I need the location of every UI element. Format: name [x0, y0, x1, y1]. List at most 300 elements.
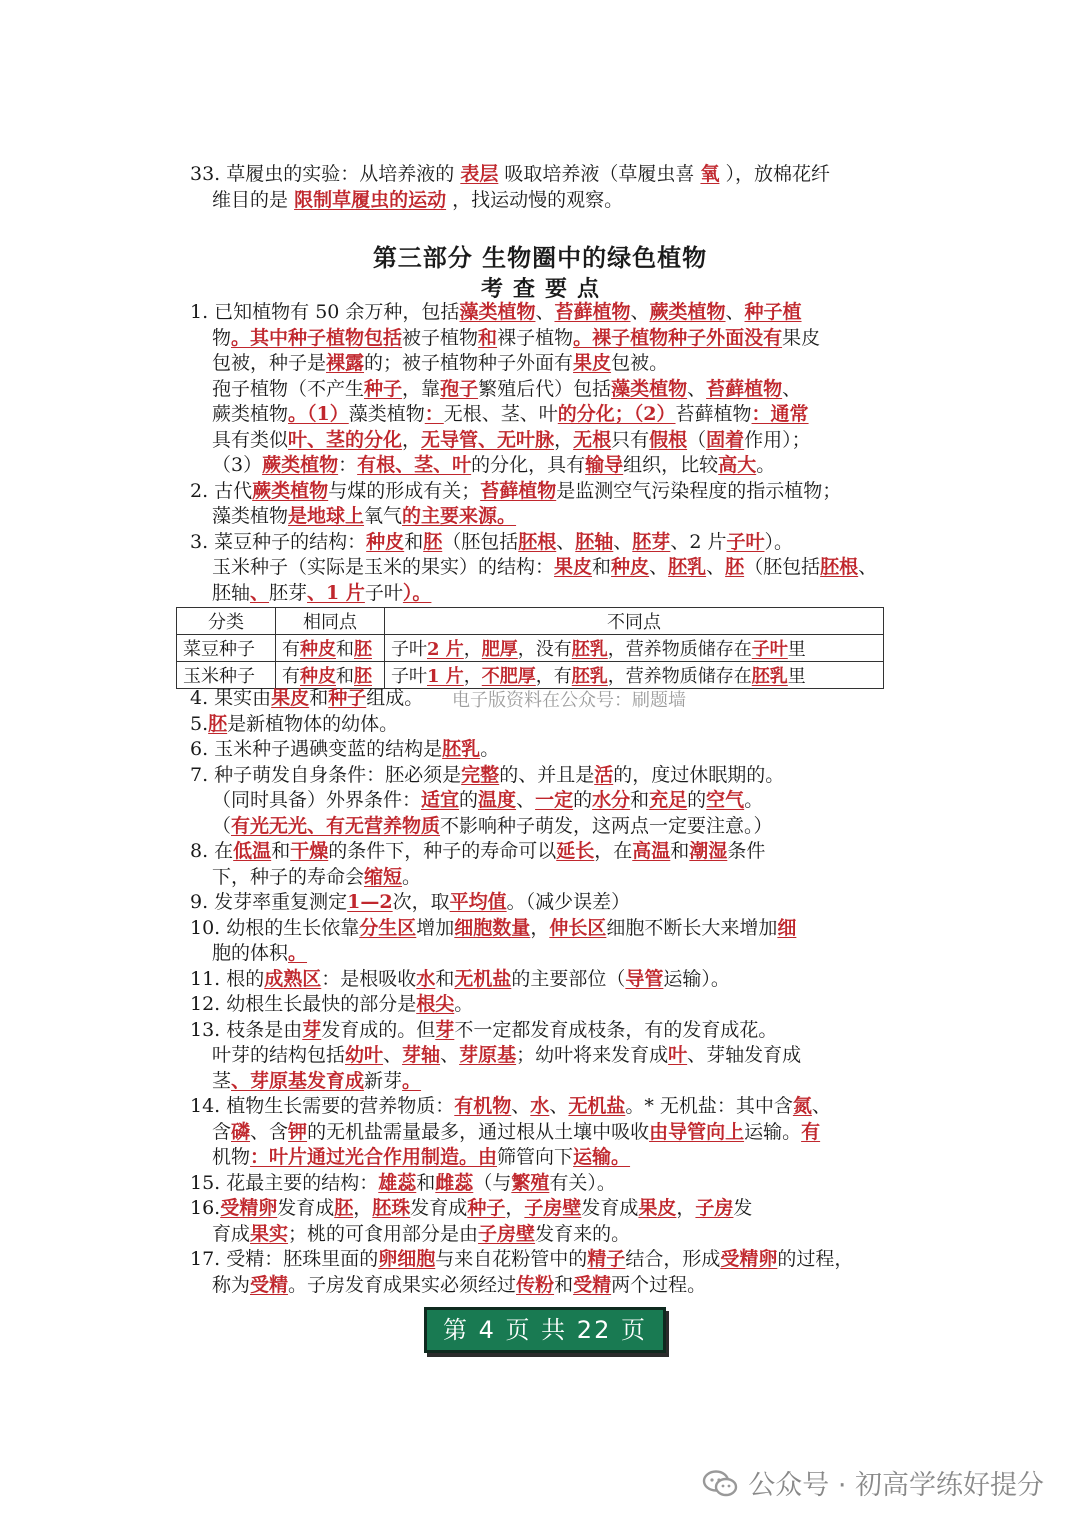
keyword: 空气	[706, 789, 745, 811]
text-segment: 、	[706, 556, 726, 578]
watermark-text: 电子版资料在公众号：刷题墙	[452, 690, 686, 711]
keyword: 种子	[328, 687, 367, 709]
text-segment: 4. 果实由	[190, 687, 272, 709]
keyword: 种子	[467, 1197, 506, 1219]
keyword: 胚根	[518, 530, 557, 553]
keyword: 氧	[700, 163, 720, 185]
text-segment: 。	[756, 454, 776, 476]
text-segment: （	[212, 814, 232, 837]
keyword: 干燥	[290, 840, 329, 862]
keyword: 一定	[535, 789, 574, 811]
wechat-icon	[702, 1470, 738, 1496]
text-segment: 新芽	[364, 1069, 403, 1092]
text-segment: 16.	[190, 1197, 221, 1219]
item-line: 维目的是 限制草履虫的运动 ，找运动慢的观察。	[212, 188, 624, 211]
keyword: 胚	[423, 530, 443, 553]
keyword: 芽	[435, 1018, 455, 1041]
page-indicator: 第 4 页 共 22 页	[424, 1307, 666, 1353]
item-16-line	[190, 1222, 880, 1248]
text-segment: 和	[271, 840, 291, 862]
keyword: 种皮	[300, 666, 336, 687]
text-segment: 的主要部位（	[511, 967, 626, 990]
text-segment: 裸子植物	[497, 326, 574, 349]
item-line: 33. 草履虫的实验：从培养液的 表层 吸取培养液（草履虫喜 氧 ），放棉花纤	[190, 163, 831, 185]
text-segment: 12. 幼根生长最快的部分是	[190, 993, 417, 1015]
text-segment: （	[687, 428, 707, 451]
text-segment: 蕨类植物	[212, 403, 289, 425]
text-segment: （胚包括	[442, 530, 519, 553]
text-segment: ，	[463, 666, 482, 687]
keyword: 胚根	[820, 556, 859, 578]
item-3-line	[190, 555, 880, 581]
item-1-line	[190, 428, 880, 454]
keyword: 、1 片	[307, 581, 365, 604]
keyword: 蕨类植物	[649, 301, 726, 323]
keyword: 胚芽	[632, 530, 671, 553]
keyword: 钾	[288, 1120, 308, 1143]
text-segment: 筛管向下	[497, 1146, 574, 1168]
keyword: 种皮	[300, 639, 336, 660]
keyword: 成熟区	[264, 967, 322, 990]
keyword: 胚	[334, 1197, 354, 1219]
text-segment: 、2 片	[670, 530, 727, 553]
item-7-line	[190, 763, 880, 789]
keyword: 精子	[587, 1248, 626, 1270]
keyword: 子房壁	[524, 1197, 582, 1219]
item-17-line	[190, 1273, 880, 1299]
text-segment: 只有	[611, 428, 650, 451]
keyword: 叶、茎的分化	[288, 428, 403, 451]
text-segment: 5.	[190, 712, 209, 735]
keyword: 苔藓植物	[480, 479, 557, 502]
keyword: 有	[801, 1120, 821, 1143]
keyword: 胚珠	[372, 1197, 411, 1219]
item-14-line	[190, 1094, 880, 1120]
item-16-line	[190, 1196, 880, 1222]
text-segment: 发	[733, 1197, 753, 1219]
keyword: 。	[288, 942, 308, 964]
text-segment: 的	[459, 789, 479, 811]
keyword: 运输。	[573, 1146, 631, 1168]
table-cell-diff	[385, 635, 884, 662]
text-segment: 、	[630, 301, 650, 323]
text-segment: 的无机盐需量最多，通过根从土壤中吸收	[307, 1120, 650, 1143]
text-segment: 藻类植物	[212, 505, 289, 527]
text-segment: 有关）。	[549, 1171, 616, 1194]
text-segment: 7. 种子萌发自身条件：胚必须是	[190, 763, 462, 786]
text-segment: 被子植物	[402, 326, 479, 349]
items-1-3	[190, 300, 880, 606]
keyword: 孢子	[440, 377, 479, 400]
text-segment: 、	[556, 530, 576, 553]
keyword: 卵细胞	[378, 1248, 436, 1270]
text-segment: 。* 无机盐：其中含	[625, 1095, 793, 1117]
text-segment: 的，度过休眠期的。	[613, 763, 785, 786]
keyword: 由导管向上	[649, 1120, 745, 1143]
text-segment: 和	[336, 666, 354, 687]
text-segment: ，有	[535, 666, 572, 687]
table-row	[177, 635, 884, 662]
keyword: 水分	[592, 789, 631, 811]
text-segment: 的	[687, 789, 707, 811]
keyword: 胚乳	[668, 556, 707, 578]
keyword: 种皮	[611, 556, 650, 578]
keyword: 雌蕊	[435, 1171, 474, 1194]
text-segment: ，没有	[517, 639, 572, 660]
item-8-line	[190, 839, 880, 865]
keyword: 氮	[792, 1095, 812, 1117]
text-segment: 、	[383, 1044, 403, 1066]
items-4-17	[190, 686, 880, 1298]
item-12-line	[190, 992, 880, 1018]
text-segment: （与	[473, 1171, 512, 1194]
keyword: 种皮	[366, 530, 405, 553]
text-segment: 含	[212, 1120, 232, 1143]
keyword: 无机盐	[568, 1095, 626, 1117]
text-segment: ，营养物质储存在	[607, 666, 752, 687]
table-cell-same	[276, 662, 385, 689]
keyword: 藻类植物	[459, 301, 536, 323]
text-segment: 运输。	[744, 1120, 802, 1143]
table-header: 相同点	[276, 608, 385, 635]
keyword: ：通常	[751, 403, 809, 425]
text-segment: 与煤的形成有关；	[328, 479, 481, 502]
text-segment: 、	[687, 377, 707, 400]
keyword: 高大	[718, 454, 757, 476]
table-cell-same	[276, 635, 385, 662]
text-segment: 和	[630, 789, 650, 811]
keyword: 有机物	[454, 1095, 512, 1117]
keyword: 细	[777, 916, 797, 939]
keyword: 缩短	[364, 865, 403, 888]
text-segment: ，营养物质储存在	[607, 639, 752, 660]
keyword: 繁殖	[511, 1171, 550, 1194]
keyword: 伸长区	[549, 916, 607, 939]
keyword: 胚	[208, 712, 228, 735]
text-segment: 胚芽	[269, 581, 308, 604]
seed-comparison-table	[176, 607, 884, 689]
text-segment: 的分化，具有	[471, 454, 586, 476]
keyword: 藻类植物	[611, 377, 688, 400]
text-segment: 13. 枝条是由	[190, 1018, 303, 1041]
keyword: 。其中种子植物包括	[231, 326, 403, 349]
item-17-line	[190, 1247, 880, 1273]
text-segment: 的过程，	[777, 1248, 854, 1270]
text-segment: 增加	[416, 916, 455, 939]
text-segment: 无根、茎、叶	[443, 403, 558, 425]
text-segment: 发育成	[277, 1197, 335, 1219]
keyword: 完整	[461, 763, 500, 786]
text-segment: ：	[338, 454, 358, 476]
table-header: 分类	[177, 608, 276, 635]
text-segment: 不影响种子萌发，这两点一定要注意。）	[440, 814, 773, 837]
table-cell-diff	[385, 662, 884, 689]
text-segment: 茎	[212, 1069, 232, 1092]
keyword: 受精卵	[220, 1197, 278, 1219]
keyword: 导管	[625, 967, 664, 990]
keyword: 传粉	[516, 1273, 555, 1296]
text-segment: 、芽轴发育成	[687, 1044, 802, 1066]
text-segment: 包被。	[611, 352, 669, 374]
keyword: 芽	[302, 1018, 322, 1041]
keyword: 果皮	[573, 352, 612, 374]
text-segment: 和	[416, 1171, 436, 1194]
text-segment: 和	[592, 556, 612, 578]
text-segment: ，	[353, 1197, 373, 1219]
text-segment: ，	[505, 1197, 525, 1219]
keyword: ）。	[402, 581, 432, 604]
item-10-line	[190, 941, 880, 967]
keyword: 细胞数量	[454, 916, 531, 939]
keyword: 。（1）	[288, 403, 349, 425]
text-segment: 。	[744, 789, 764, 811]
keyword: 充足	[649, 789, 688, 811]
text-segment: 9. 发芽率重复测定	[190, 891, 348, 913]
keyword: 输导	[585, 454, 624, 476]
item-14-line	[190, 1145, 880, 1171]
keyword: 水	[530, 1095, 550, 1117]
text-segment: 和	[336, 639, 354, 660]
text-segment: 、	[440, 1044, 460, 1066]
item-1-line	[190, 377, 880, 403]
keyword: 果实	[250, 1222, 289, 1245]
keyword: 温度	[478, 789, 517, 811]
item-1-line	[190, 351, 880, 377]
item-13-line	[190, 1018, 880, 1044]
keyword: 受精卵	[720, 1248, 778, 1270]
text-segment: 次，取	[392, 891, 450, 913]
footer-account	[702, 1463, 1044, 1502]
text-segment: 细胞不断长大来增加	[606, 916, 778, 939]
keyword: 芽原基	[459, 1044, 517, 1066]
item-3-line	[190, 530, 880, 556]
text-segment: 机物	[212, 1146, 251, 1168]
text-segment: 有	[282, 639, 300, 660]
text-segment: 结合，形成	[625, 1248, 721, 1270]
text-segment: 和	[309, 687, 329, 709]
text-segment: 子叶	[364, 581, 403, 604]
item-1-line	[190, 453, 880, 479]
keyword: 2 片	[427, 639, 464, 660]
keyword: 子叶	[751, 639, 788, 660]
text-segment: 孢子植物（不产生	[212, 377, 365, 400]
keyword: 胚乳	[751, 666, 788, 687]
text-segment: 、	[782, 377, 802, 400]
keyword: 固着	[706, 428, 745, 451]
text-segment: ）。	[764, 530, 793, 553]
text-segment: （同时具备）外界条件：	[212, 789, 422, 811]
item-11-line	[190, 967, 880, 993]
text-segment: 、	[649, 556, 669, 578]
text-segment: 里	[787, 666, 806, 687]
keyword: 叶	[668, 1044, 688, 1066]
keyword: 受精	[250, 1273, 289, 1296]
item-1-line	[190, 300, 880, 326]
text-segment: 物	[212, 326, 232, 349]
text-segment: 的	[573, 789, 593, 811]
text-segment: 运输）。	[663, 967, 730, 990]
table-cell-name: 玉米种子	[177, 662, 276, 689]
text-segment: 的；被子植物种子外面有	[364, 352, 574, 374]
text-segment: 、	[516, 789, 536, 811]
keyword: 的主要来源。	[402, 505, 517, 527]
footer-text: 公众号 · 初高学练好提分	[748, 1470, 1044, 1501]
text-segment: ，	[554, 428, 574, 451]
table-header-row	[177, 608, 884, 635]
text-segment: ，	[530, 916, 550, 939]
text-segment: ；桃的可食用部分是由	[288, 1222, 479, 1245]
text-segment: 。	[454, 993, 474, 1015]
text-segment: 和	[435, 967, 455, 990]
keyword: 假根	[649, 428, 688, 451]
text-segment: 不一定都发育成枝条，有的发育成花。	[454, 1018, 778, 1041]
text-segment: 、	[858, 556, 878, 578]
keyword: 肥厚	[481, 639, 518, 660]
text-segment: 、	[613, 530, 633, 553]
text-segment: ，	[463, 639, 482, 660]
keyword: 种子植	[744, 301, 802, 323]
text-segment: 8. 在	[190, 840, 234, 862]
keyword: 。	[402, 1069, 422, 1092]
text-segment: 作用）；	[744, 428, 811, 451]
text-segment: 称为	[212, 1273, 251, 1296]
keyword: 胚	[354, 666, 372, 687]
keyword: 表层	[460, 163, 499, 185]
text-segment: 10. 幼根的生长依靠	[190, 916, 360, 939]
text-segment: 胞的体积	[212, 942, 289, 964]
item-1-line	[190, 402, 880, 428]
text-segment: 。子房发育成果实必须经过	[288, 1273, 517, 1296]
text-segment: ，在	[594, 840, 633, 862]
keyword: ：	[424, 403, 444, 425]
text-segment: 玉米种子（实际是玉米的果实）的结构：	[212, 556, 555, 578]
keyword: 是地球上	[288, 505, 365, 527]
keyword: 果皮	[554, 556, 593, 578]
keyword: 果皮	[271, 687, 310, 709]
item-2-line	[190, 479, 880, 505]
keyword: 1—2	[347, 891, 393, 913]
item-7-line	[190, 788, 880, 814]
text-segment: 的条件下，种子的寿命可以	[328, 840, 557, 862]
text-segment: 胚轴	[212, 581, 251, 604]
keyword: 适宜	[421, 789, 460, 811]
item-33	[190, 162, 880, 213]
keyword: 胚乳	[571, 666, 608, 687]
keyword: 苔藓植物	[706, 377, 783, 400]
keyword: 蕨类植物	[252, 479, 329, 502]
keyword: 无根	[573, 428, 612, 451]
text-segment: 与来自花粉管中的	[435, 1248, 588, 1270]
keyword: 子房壁	[478, 1222, 536, 1245]
item-3-line	[190, 581, 880, 607]
text-segment: ，靠	[402, 377, 441, 400]
table-row	[177, 662, 884, 689]
text-segment: 15. 花最主要的结构：	[190, 1171, 379, 1194]
keyword: 不肥厚	[481, 666, 536, 687]
text-segment: 苔藓植物	[675, 403, 752, 425]
keyword: 雄蕊	[378, 1171, 417, 1194]
text-segment: ，	[402, 428, 422, 451]
text-segment: 是新植物体的幼体。	[227, 712, 399, 735]
keyword: 1 片	[427, 666, 464, 687]
keyword: 潮湿	[689, 840, 728, 862]
keyword: 根尖	[416, 993, 455, 1015]
item-7-line	[190, 814, 880, 840]
text-segment: ；幼叶将来发育成	[516, 1044, 669, 1066]
text-segment: 。（减少误差）	[506, 891, 631, 913]
keyword: 胚乳	[442, 738, 481, 760]
keyword: 有光无光、有无营养物质	[231, 814, 441, 837]
text-segment: 11. 根的	[190, 967, 265, 990]
keyword: 延长	[556, 840, 595, 862]
keyword: 平均值	[449, 891, 507, 913]
keyword: 、芽原基发育成	[231, 1069, 365, 1092]
keyword: 和	[478, 326, 498, 349]
table-cell-name: 菜豆种子	[177, 635, 276, 662]
keyword: 胚乳	[571, 639, 608, 660]
text-segment: 发育成	[581, 1197, 639, 1219]
text-segment: 发育来的。	[535, 1222, 631, 1245]
keyword: 有根、茎、叶	[357, 454, 472, 476]
text-segment: 里	[787, 639, 806, 660]
text-segment: 下，种子的寿命会	[212, 865, 365, 888]
keyword: 磷	[231, 1120, 251, 1143]
text-segment: 、	[811, 1095, 831, 1117]
text-segment: 和	[670, 840, 690, 862]
text-segment: 、	[511, 1095, 531, 1117]
text-segment: 。	[402, 865, 422, 888]
text-segment: （胚包括	[744, 556, 821, 578]
text-segment: 1. 已知植物有 50 余万种，包括	[190, 301, 460, 323]
keyword: 胚	[354, 639, 372, 660]
keyword: 低温	[233, 840, 272, 862]
text-segment: 的、并且是	[499, 763, 595, 786]
text-segment: 包被，种子是	[212, 352, 327, 374]
text-segment: （3）	[212, 454, 263, 476]
text-segment: 2. 古代	[190, 479, 253, 502]
text-segment: 6. 玉米种子遇碘变蓝的结构是	[190, 738, 443, 760]
keyword: 无导管、无叶脉	[421, 428, 555, 451]
text-segment: 子叶	[391, 666, 427, 687]
item-14-line	[190, 1120, 880, 1146]
text-segment: 发育成	[410, 1197, 468, 1219]
item-13-line	[190, 1043, 880, 1069]
section-subtitle: 考查要点	[480, 276, 609, 302]
keyword: 分生区	[359, 916, 417, 939]
keyword: 裸露	[326, 352, 365, 374]
text-segment: 3. 菜豆种子的结构：	[190, 530, 367, 553]
keyword: 无机盐	[454, 967, 512, 990]
keyword: 的分化；（2）	[557, 403, 676, 425]
item-1-line	[190, 326, 880, 352]
text-segment: 氧气	[364, 505, 403, 527]
item-2-line	[190, 504, 880, 530]
text-segment: 条件	[727, 840, 766, 862]
keyword: 、	[250, 581, 270, 604]
text-segment: 果皮	[782, 326, 821, 349]
text-segment: 、含	[250, 1120, 289, 1143]
text-segment: 两个过程。	[611, 1273, 707, 1296]
part-title: 第三部分 生物圈中的绿色植物	[372, 243, 708, 272]
text-segment: 子叶	[391, 639, 427, 660]
keyword: 苔藓植物	[554, 301, 631, 323]
text-segment: 。	[480, 738, 500, 760]
item-8-line	[190, 865, 880, 891]
keyword: 高温	[632, 840, 671, 862]
item-6-line	[190, 737, 880, 763]
item-9-line	[190, 890, 880, 916]
keyword: 活	[594, 763, 614, 786]
